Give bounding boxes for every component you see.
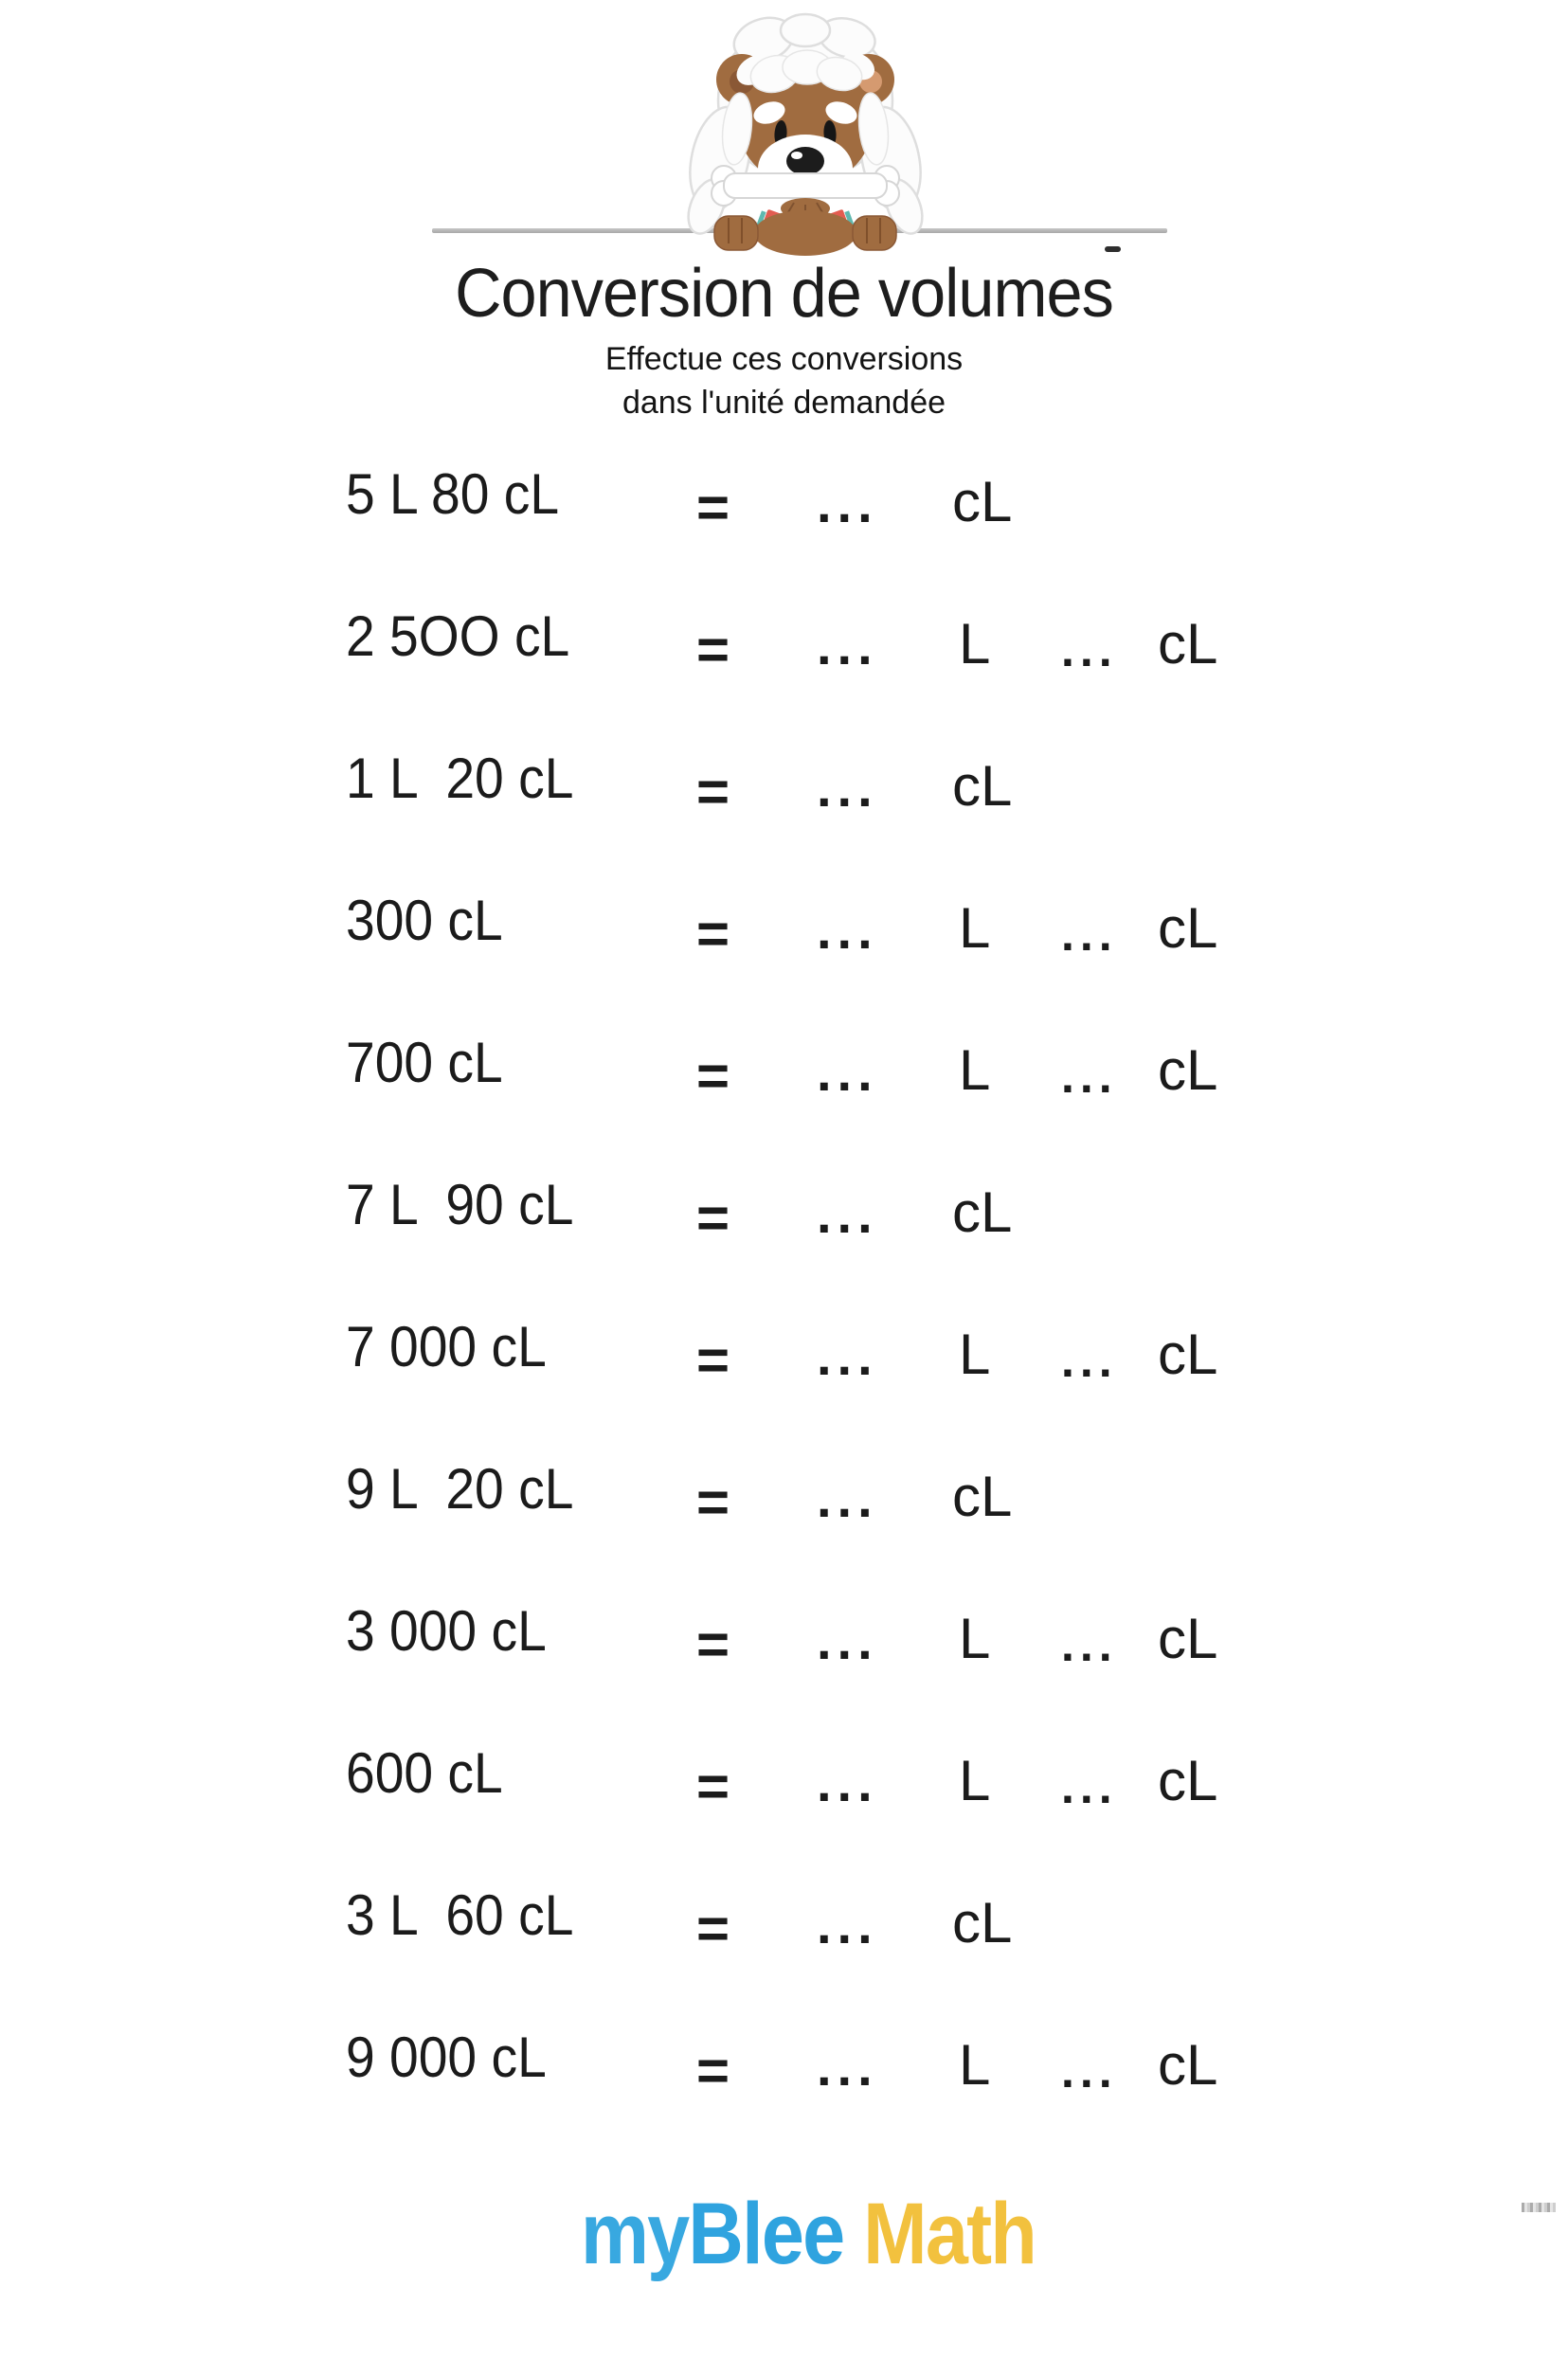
unit-l-label: L	[959, 612, 991, 675]
equals-sign: =	[696, 1328, 730, 1392]
unit-l-label: L	[959, 1749, 991, 1812]
dots-blank: ...	[817, 616, 878, 675]
ink-dash-artifact	[1105, 246, 1121, 252]
dots-blank: ...	[817, 1326, 878, 1386]
row-left-operand: 9 000 cL	[346, 2026, 547, 2089]
unit-l-label: L	[959, 1607, 991, 1670]
dots-blank: ...	[817, 1468, 878, 1528]
row-left-operand: 9 L 20 cL	[346, 1457, 574, 1521]
unit-cl-label: cL	[1158, 612, 1218, 675]
row-left-operand: 300 cL	[346, 889, 503, 952]
row-left-operand: 3 L 60 cL	[346, 1883, 574, 1947]
dots-blank-2: ...	[1061, 623, 1118, 676]
dots-blank: ...	[817, 474, 878, 533]
unit-l-label: L	[959, 896, 991, 960]
unit-cl-label: cL	[1158, 1607, 1218, 1670]
mascot-nose-shine	[791, 152, 802, 159]
dots-blank: ...	[817, 1753, 878, 1812]
worksheet-instructions-line2: dans l'unité demandée	[622, 385, 946, 421]
row-left-operand: 3 000 cL	[346, 1599, 547, 1663]
equals-sign: =	[696, 1186, 730, 1250]
conversion-row	[0, 603, 1568, 688]
dots-blank: ...	[817, 758, 878, 818]
conversion-row	[0, 1029, 1568, 1114]
equals-sign: =	[696, 2039, 730, 2102]
dots-blank: ...	[817, 1042, 878, 1102]
row-left-operand: 2 5OO cL	[346, 604, 570, 668]
mascot-body	[754, 210, 856, 256]
dots-blank-2: ...	[1061, 1618, 1118, 1671]
logo-my: my	[580, 2186, 689, 2282]
unit-cl-label: cL	[1158, 896, 1218, 960]
worksheet-instructions	[0, 337, 1568, 424]
row-left-operand: 7 L 90 cL	[346, 1173, 574, 1236]
myblee-math-logo	[502, 2092, 1036, 2376]
conversion-row	[0, 1882, 1568, 1967]
corner-smudge-artifact	[1522, 2203, 1556, 2212]
dots-blank: ...	[817, 1611, 878, 1670]
unit-cl-label: cL	[1158, 1323, 1218, 1386]
conversion-row	[0, 1597, 1568, 1683]
row-left-operand: 700 cL	[346, 1031, 503, 1094]
dots-blank: ...	[817, 1184, 878, 1244]
unit-l-label: L	[959, 1323, 991, 1386]
conversion-row	[0, 1739, 1568, 1825]
worksheet-instructions-line1: Effectue ces conversions	[604, 341, 964, 377]
conversion-row	[0, 1313, 1568, 1398]
dots-blank-2: ...	[1061, 1050, 1118, 1103]
conversion-row	[0, 887, 1568, 972]
unit-cl-label: cL	[952, 1180, 1013, 1244]
equals-sign: =	[696, 476, 730, 539]
unit-l-label: L	[959, 2033, 991, 2097]
dots-blank-2: ...	[1061, 1334, 1118, 1387]
dots-blank: ...	[817, 1895, 878, 1954]
unit-l-label: L	[959, 1038, 991, 1102]
logo-math: Math	[843, 2186, 1036, 2282]
equals-sign: =	[696, 1044, 730, 1107]
mascot-nose	[786, 147, 824, 175]
dots-blank-2: ...	[1061, 2044, 1118, 2098]
equals-sign: =	[696, 1470, 730, 1534]
row-left-operand: 5 L 80 cL	[346, 462, 560, 526]
worksheet-title: Conversion de volumes	[455, 256, 1113, 332]
equals-sign: =	[696, 1755, 730, 1818]
conversion-row	[0, 1455, 1568, 1540]
unit-cl-label: cL	[952, 1465, 1013, 1528]
unit-cl-label: cL	[1158, 1038, 1218, 1102]
unit-cl-label: cL	[1158, 2033, 1218, 2097]
logo-blee: Blee	[688, 2186, 844, 2282]
equals-sign: =	[696, 1612, 730, 1676]
equals-sign: =	[696, 760, 730, 823]
conversion-row	[0, 460, 1568, 546]
unit-cl-label: cL	[952, 1891, 1013, 1954]
dots-blank-2: ...	[1061, 908, 1118, 961]
unit-cl-label: cL	[952, 754, 1013, 818]
dots-blank: ...	[817, 2037, 878, 2097]
conversion-row	[0, 1171, 1568, 1256]
row-left-operand: 7 000 cL	[346, 1315, 547, 1378]
dots-blank: ...	[817, 900, 878, 960]
dots-blank-2: ...	[1061, 1760, 1118, 1813]
row-left-operand: 1 L 20 cL	[346, 747, 574, 810]
mascot-lion-illustration	[665, 8, 946, 250]
unit-cl-label: cL	[1158, 1749, 1218, 1812]
conversion-row	[0, 745, 1568, 830]
equals-sign: =	[696, 902, 730, 965]
equals-sign: =	[696, 1897, 730, 1960]
equals-sign: =	[696, 618, 730, 681]
unit-cl-label: cL	[952, 470, 1013, 533]
row-left-operand: 600 cL	[346, 1741, 503, 1805]
